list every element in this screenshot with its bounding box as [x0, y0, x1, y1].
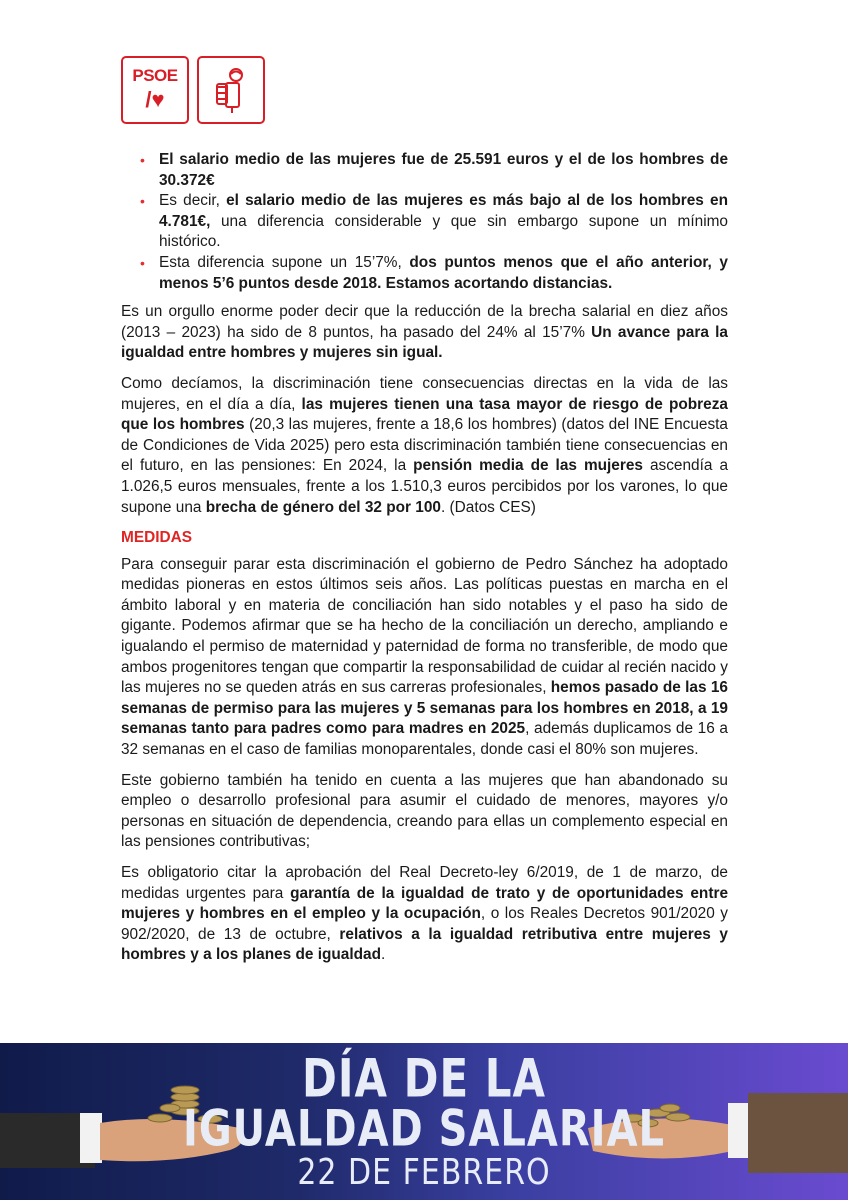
text-run: , o los Reales Decretos 901/2020 y 902/2020, de 13 de octubre, [121, 905, 728, 943]
bold-text-run: brecha de género del 32 por 100 [205, 498, 441, 516]
text-run: , además duplicamos de 16 a 32 semanas en el caso de familias monoparentales, donde casi el 80% son mujeres. [121, 720, 728, 759]
slash-heart-mark: /♥ [145, 87, 165, 112]
text-run: . [381, 946, 386, 964]
text-run: Como decíamos, la discriminación tiene consecuencias directas en la vida de las mujeres, en el día a día, [121, 374, 728, 413]
text-run: Esta diferencia supone un 15’7%, [159, 253, 410, 271]
bullet-item [121, 191, 728, 253]
bullet-dot-icon: • [140, 193, 145, 210]
body-paragraph [121, 555, 728, 761]
body-paragraph [121, 863, 728, 966]
document-body [121, 150, 728, 976]
paragraph-group-intro [121, 302, 728, 518]
psoe-wordmark: PSOE [132, 66, 178, 85]
text-run: (20,3 las mujeres, frente a 18,6 los hombres) (datos del INE Encuesta de Condiciones de Vida 2025) pero esta discriminación también tiene consecuencias en el futuro, en las pensiones: En 2024, la [121, 416, 728, 475]
text-run: ascendía a 1.026,5 euros mensuales, frente a los 1.510,3 euros percibidos por los varones, lo que supone una [121, 457, 728, 516]
key-facts-list [121, 150, 728, 294]
text-run: Este gobierno también ha tenido en cuenta a las mujeres que han abandonado su empleo o desarrollo profesional para asumir el cuidado de menores, mayores y/o personas en situación de dependencia, creando para ellas un complemento especial en las pensiones contributivas; [121, 771, 728, 851]
banner-title-line2: IGUALDAD SALARIAL [182, 1100, 666, 1158]
bold-text-run: garantía de la igualdad de trato y de oportunidades entre mujeres y hombres en el empleo y la ocupación [121, 884, 729, 923]
text-run: Es un orgullo enorme poder decir que la reducción de la brecha salarial en diez años (2013 – 2023) ha sido de 8 puntos, ha pasado del 24% al 15’7% [121, 303, 728, 341]
text-run: Es decir, [159, 192, 227, 210]
psoe-wordmark-box [121, 56, 189, 124]
bullet-dot-icon: • [140, 152, 145, 168]
body-paragraph [121, 374, 728, 518]
bullet-dot-icon: • [140, 254, 145, 271]
fist-rose-icon [209, 66, 255, 116]
bold-text-run: pensión media de las mujeres [413, 457, 643, 475]
bold-text-run: El salario medio de las mujeres fue de 25.591 euros y el de los hombres de 30.372€ [159, 151, 728, 189]
paragraph-group-medidas [121, 555, 728, 966]
text-run: . (Datos CES) [440, 498, 536, 516]
banner-title-line1: DÍA DE LA [301, 1047, 547, 1109]
bold-text-run: hemos pasado de las 16 semanas de permiso para las mujeres y 5 semanas para los hombres en 2018, a 19 semanas tanto para padres como para madres en 2025 [121, 679, 728, 738]
psoe-logo [121, 56, 265, 124]
fist-rose-emblem [197, 56, 265, 124]
equal-pay-day-banner [0, 1043, 848, 1200]
body-paragraph [121, 302, 728, 364]
bullet-item [121, 253, 728, 294]
body-paragraph [121, 771, 728, 853]
banner-date: 22 DE FEBRERO [297, 1151, 551, 1194]
section-heading-medidas: MEDIDAS [121, 529, 192, 547]
text-run: Es obligatorio citar la aprobación del Real Decreto-ley 6/2019, de 1 de marzo, de medidas urgentes para [121, 864, 728, 902]
bold-text-run: el salario medio de las mujeres es más bajo al de los hombres en 4.781€, [159, 192, 728, 230]
text-run: una diferencia considerable y que sin embargo supone un mínimo histórico. [159, 212, 728, 251]
bold-text-run: relativos a la igualdad retributiva entre mujeres y hombres y a los planes de igualdad [121, 925, 728, 964]
bullet-item [121, 150, 728, 191]
text-run: Para conseguir parar esta discriminación el gobierno de Pedro Sánchez ha adoptado medidas pioneras en estos últimos seis años. Las políticas puestas en marcha en el ámbito laboral y en materia de conciliación han sido notables y el paso ha sido de gigante. Podemos afirmar que se ha hecho de la conciliación un derecho, ampliando e igualando el permiso de maternidad y paternidad de forma no transferible, de modo que ambos progenitores tengan que compartir la responsabilidad de cuidar al recién nacido y las mujeres no se queden atrás en sus carreras profesionales, [121, 555, 728, 697]
bold-text-run: Un avance para la igualdad entre hombres y mujeres sin igual. [121, 323, 728, 362]
bold-text-run: las mujeres tienen una tasa mayor de riesgo de pobreza que los hombres [121, 395, 728, 434]
bold-text-run: dos puntos menos que el año anterior, y menos 5’6 puntos desde 2018. Estamos acortando distancias. [159, 253, 728, 292]
